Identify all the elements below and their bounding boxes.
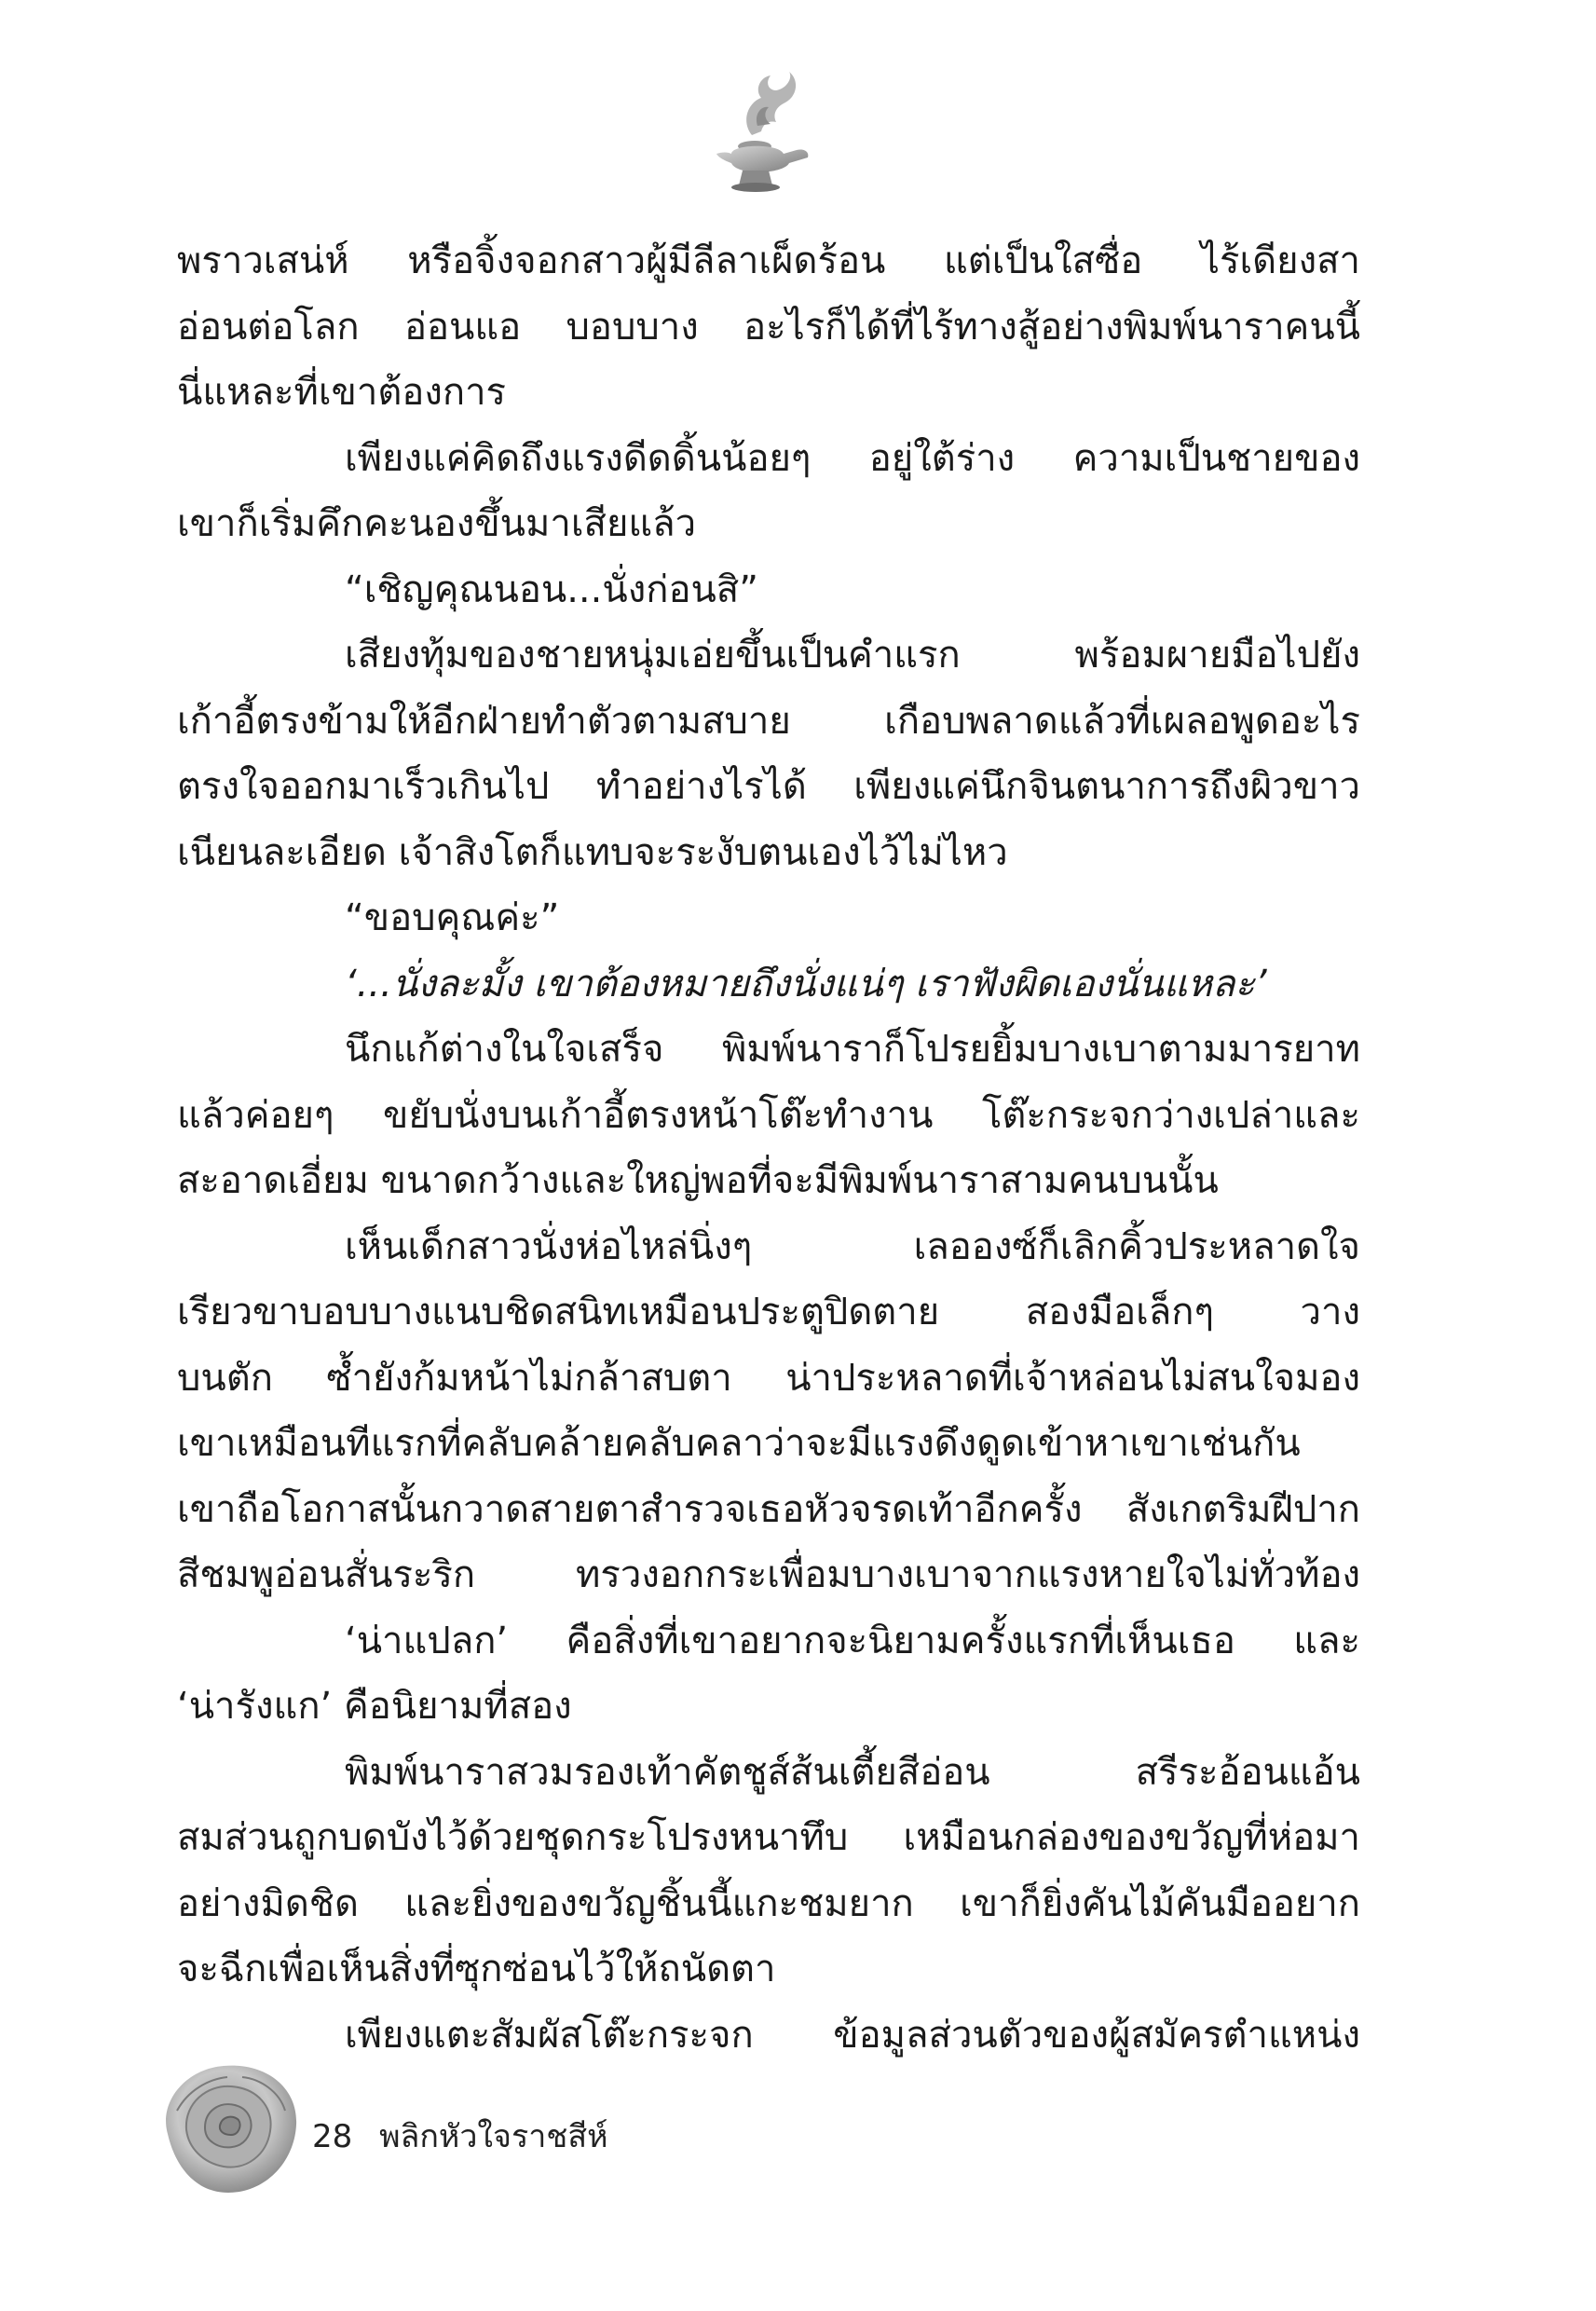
- text-line: เรียวขาบอบบางแนบชิดสนิทเหมือนประตูปิดตาย สองมือเล็กๆ วาง: [177, 1291, 1360, 1333]
- text-line: นี่แหละที่เขาต้องการ: [177, 371, 507, 414]
- book-title: พลิกหัวใจราชสีห์: [379, 2118, 608, 2155]
- page-footer: [312, 2111, 608, 2161]
- text-line: บนตัก ซ้ำยังก้มหน้าไม่กล้าสบตา น่าประหลาดที่เจ้าหล่อนไม่สนใจมอง: [177, 1356, 1360, 1400]
- text-line: ตรงใจออกมาเร็วเกินไป ทำอย่างไรได้ เพียงแค่นึกจินตนาการถึงผิวขาว: [177, 765, 1360, 808]
- paragraph-start-line: นึกแก้ต่างในใจเสร็จ พิมพ์นาราก็โปรยยิ้มบางเบาตามมารยาท: [345, 1028, 1360, 1071]
- text-line: เขาถือโอกาสนั้นกวาดสายตาสำรวจเธอหัวจรดเท้าอีกครั้ง สังเกตริมฝีปาก: [177, 1487, 1360, 1531]
- paragraph-start-line: เห็นเด็กสาวนั่งห่อไหล่นิ่งๆ เลอองซ์ก็เลิกคิ้วประหลาดใจ: [345, 1224, 1360, 1268]
- text-line: สมส่วนถูกบดบังไว้ด้วยชุดกระโปรงหนาทึบ เหมือนกล่องของขวัญที่ห่อมา: [177, 1816, 1360, 1859]
- story-text: [177, 228, 1360, 2068]
- rose-icon: [149, 2045, 312, 2208]
- text-line: เขาเหมือนทีแรกที่คลับคล้ายคลับคลาว่าจะมีแรงดึงดูดเข้าหาเขาเช่นกัน: [177, 1422, 1301, 1465]
- text-line: เก้าอี้ตรงข้ามให้อีกฝ่ายทำตัวตามสบาย เกือบพลาดแล้วที่เผลอพูดอะไร: [177, 699, 1360, 743]
- text-line: ‘น่ารังแก’ คือนิยามที่สอง: [177, 1685, 572, 1728]
- paragraph-start-line: เสียงทุ้มของชายหนุ่มเอ่ยขึ้นเป็นคำแรก พร้อมผายมือไปยัง: [345, 634, 1360, 677]
- dialogue-line: “เชิญคุณนอน...นั่งก่อนสิ”: [345, 567, 758, 611]
- paragraph-start-line: เพียงแค่คิดถึงแรงดีดดิ้นน้อยๆ อยู่ใต้ร่าง ความเป็นชายของ: [345, 436, 1360, 480]
- text-line: เขาก็เริ่มคึกคะนองขึ้นมาเสียแล้ว: [177, 502, 697, 545]
- text-line: อย่างมิดชิด และยิ่งของขวัญชิ้นนี้แกะชมยาก เขาก็ยิ่งคันไม้คันมืออยาก: [177, 1881, 1360, 1925]
- text-line: พราวเสน่ห์ หรือจิ้งจอกสาวผู้มีลีลาเผ็ดร้อน แต่เป็นใสซื่อ ไร้เดียงสา: [177, 239, 1360, 282]
- text-line: อ่อนต่อโลก อ่อนแอ บอบบาง อะไรก็ได้ที่ไร้ทางสู้อย่างพิมพ์นาราคนนี้: [177, 305, 1360, 349]
- text-line: แล้วค่อยๆ ขยับนั่งบนเก้าอี้ตรงหน้าโต๊ะทำงาน โต๊ะกระจกว่างเปล่าและ: [177, 1093, 1360, 1137]
- inner-thought-line: ‘...นั่งละมั้ง เขาต้องหมายถึงนั่งแน่ๆ เราฟังผิดเองนั่นแหละ’: [345, 962, 1267, 1005]
- dialogue-line: “ขอบคุณค่ะ”: [345, 896, 560, 939]
- paragraph-start-line: ‘น่าแปลก’ คือสิ่งที่เขาอยากจะนิยามครั้งแรกที่เห็นเธอ และ: [345, 1619, 1360, 1662]
- text-line: สะอาดเอี่ยม ขนาดกว้างและใหญ่พอที่จะมีพิมพ์นาราสามคนบนนั้น: [177, 1159, 1219, 1202]
- text-line: สีชมพูอ่อนสั่นระริก ทรวงอกกระเพื่อมบางเบาจากแรงหายใจไม่ทั่วท้อง: [177, 1553, 1360, 1596]
- magic-lamp-icon: [703, 70, 815, 200]
- paragraph-start-line: พิมพ์นาราสวมรองเท้าคัตชูส์ส้นเตี้ยสีอ่อน สรีระอ้อนแอ้น: [345, 1750, 1360, 1794]
- page-number: 28: [312, 2118, 353, 2155]
- text-line: จะฉีกเพื่อเห็นสิ่งที่ซุกซ่อนไว้ให้ถนัดตา: [177, 1948, 776, 1990]
- paragraph-start-line: เพียงแตะสัมผัสโต๊ะกระจก ข้อมูลส่วนตัวของผู้สมัครตำแหน่ง: [345, 2013, 1360, 2057]
- text-line: เนียนละเอียด เจ้าสิงโตก็แทบจะระงับตนเองไว้ไม่ไหว: [177, 830, 1008, 874]
